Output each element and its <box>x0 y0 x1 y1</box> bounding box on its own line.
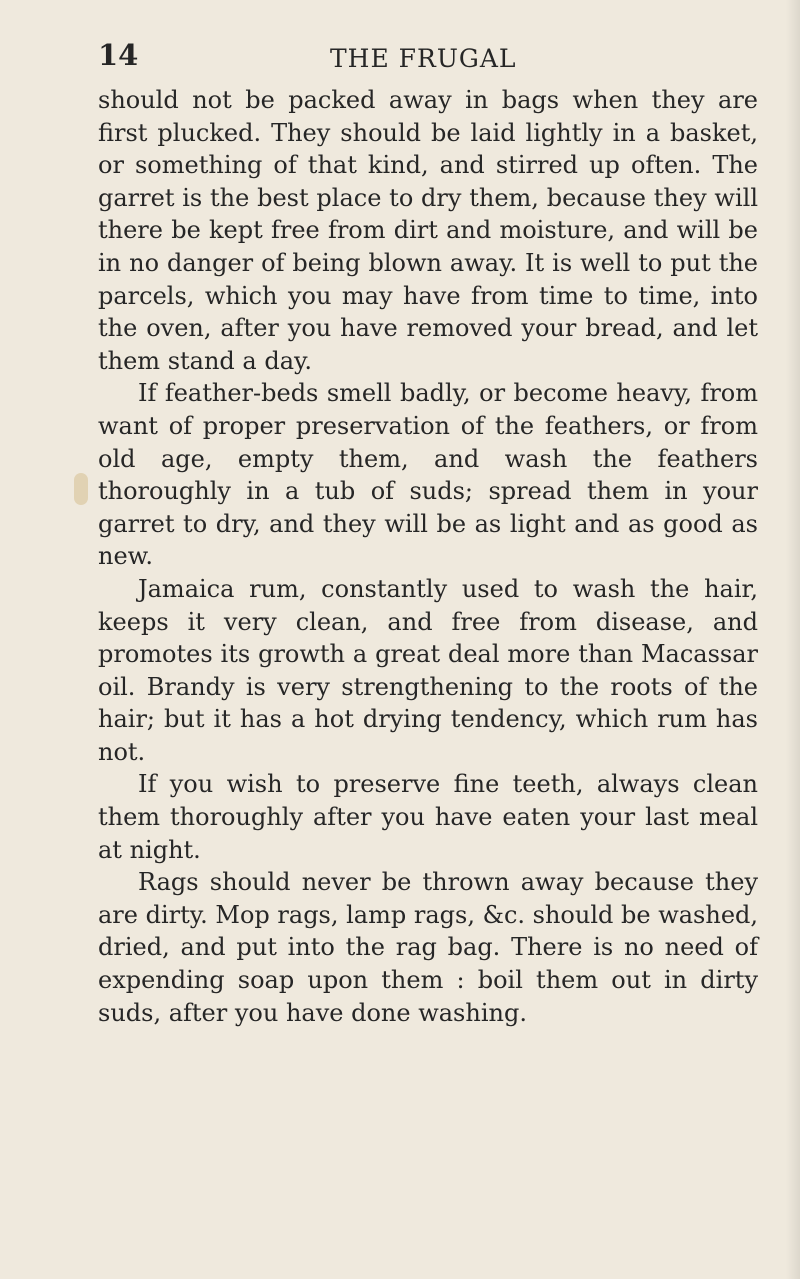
page-edge-shadow <box>786 0 800 1279</box>
paragraph-feather-beds: If feather-beds smell badly, or become heavy, from want of proper preservation of the feathers, or from old age, empty them, and wash the feathers thoroughly in a tub of suds; spread them in your garret to dry, and they will be as light and as good as new. <box>98 379 758 571</box>
body-text <box>98 84 758 1029</box>
paragraph-teeth: If you wish to preserve fine teeth, always clean them thoroughly after you have eaten your last meal at night. <box>98 770 758 864</box>
running-head: THE FRUGAL <box>330 44 517 73</box>
paragraph-rags: Rags should never be thrown away because they are dirty. Mop rags, lamp rags, &c. should be washed, dried, and put into the rag bag. There is no need of expending soap upon them : boil them out in dirty suds, after you have done washing. <box>98 868 759 1027</box>
page-number: 14 <box>98 38 139 72</box>
paper-stain <box>74 473 88 505</box>
paragraph-feathers-continued: should not be packed away in bags when they are first plucked. They should be laid lightly in a basket, or something of that kind, and stirred up often. The garret is the best place to dry them, because they will there be kept free from dirt and moisture, and will be in no danger of being blown away. It is well to put the parcels, which you may have from time to time, into the oven, after you have removed your bread, and let them stand a day. <box>98 86 758 375</box>
paragraph-jamaica-rum: Jamaica rum, constantly used to wash the hair, keeps it very clean, and free from disease, and promotes its growth a great deal more than Macassar oil. Brandy is very strengthening to the roots of the hair; but it has a hot drying tendency, which rum has not. <box>98 574 758 766</box>
page-header <box>98 38 708 78</box>
